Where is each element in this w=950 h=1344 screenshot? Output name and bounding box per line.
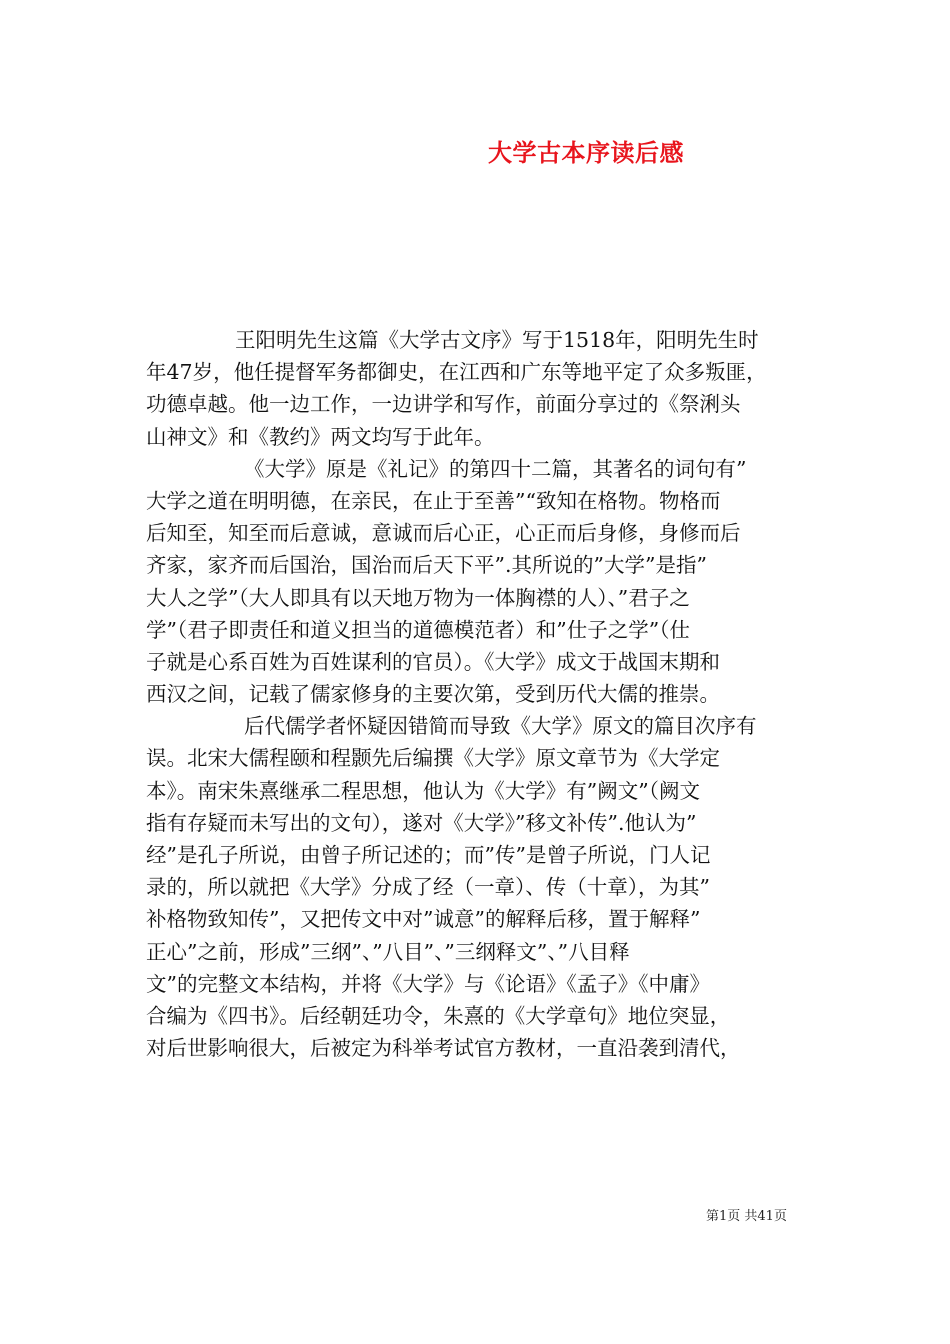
text-line: 子就是心系百姓为百姓谋利的官员）。《大学》成文于战国末期和 <box>146 649 720 674</box>
text-line: 补格物致知传”，又把传文中对”诚意”的解释后移，置于解释” <box>146 907 701 932</box>
text-line: 《大学》原是《礼记》的第四十二篇，其著名的词句有” <box>244 456 747 481</box>
text-line: 对后世影响很大，后被定为科举考试官方教材，一直沿袭到清代， <box>146 1036 741 1061</box>
text-line: 齐家，家齐而后国治，国治而后天下平”.其所说的”大学”是指” <box>146 553 707 578</box>
text-line: 大人之学”（大人即具有以天地万物为一体胸襟的人）、”君子之 <box>146 585 690 610</box>
text-line: 误。北宋大儒程颐和程颢先后编撰《大学》原文章节为《大学定 <box>146 746 720 771</box>
text-line: 学”（君子即责任和道义担当的道德模范者）和”仕子之学”（仕 <box>146 617 690 642</box>
text-line: 大学之道在明明德，在亲民，在止于至善”“致知在格物。物格而 <box>146 488 721 513</box>
text-line: 西汉之间，记载了儒家修身的主要次第，受到历代大儒的推崇。 <box>146 682 720 707</box>
text-line: 合编为《四书》。后经朝廷功令，朱熹的《大学章句》地位突显， <box>146 1003 731 1028</box>
paragraph-3 <box>146 710 808 1064</box>
text-line: 功德卓越。他一边工作，一边讲学和写作，前面分享过的《祭浰头 <box>146 392 741 417</box>
document-body <box>146 324 808 1064</box>
document-title: 大学古本序读后感 <box>488 138 684 167</box>
text-line: 后知至，知至而后意诚，意诚而后心正，心正而后身修，身修而后 <box>146 521 741 546</box>
paragraph-1 <box>146 324 808 453</box>
text-line: 正心”之前，形成”三纲”、”八目”、”三纲释文”、”八目释 <box>146 939 630 964</box>
text-line: 年47岁，他任提督军务都御史，在江西和广东等地平定了众多叛匪， <box>146 360 767 385</box>
text-line: 后代儒学者怀疑因错简而导致《大学》原文的篇目次序有 <box>244 714 757 739</box>
text-line: 山神文》和《教约》两文均写于此年。 <box>146 424 495 449</box>
page-number-footer: 第1页 共41页 <box>706 1209 787 1224</box>
paragraph-2 <box>146 453 808 711</box>
text-line: 经”是孔子所说，由曾子所记述的；而”传”是曾子所说，门人记 <box>146 843 711 867</box>
text-line: 本》。南宋朱熹继承二程思想，他认为《大学》有”阙文”（阙文 <box>146 778 700 803</box>
text-line: 文”的完整文本结构，并将《大学》与《论语》《孟子》《中庸》 <box>146 971 710 996</box>
text-line: 王阳明先生这篇《大学古文序》写于1518年，阳明先生时 <box>235 328 759 352</box>
text-line: 录的，所以就把《大学》分成了经（一章）、传（十章），为其” <box>146 875 710 900</box>
text-line: 指有存疑而未写出的文句），遂对《大学》”移文补传”.他认为” <box>146 810 697 835</box>
